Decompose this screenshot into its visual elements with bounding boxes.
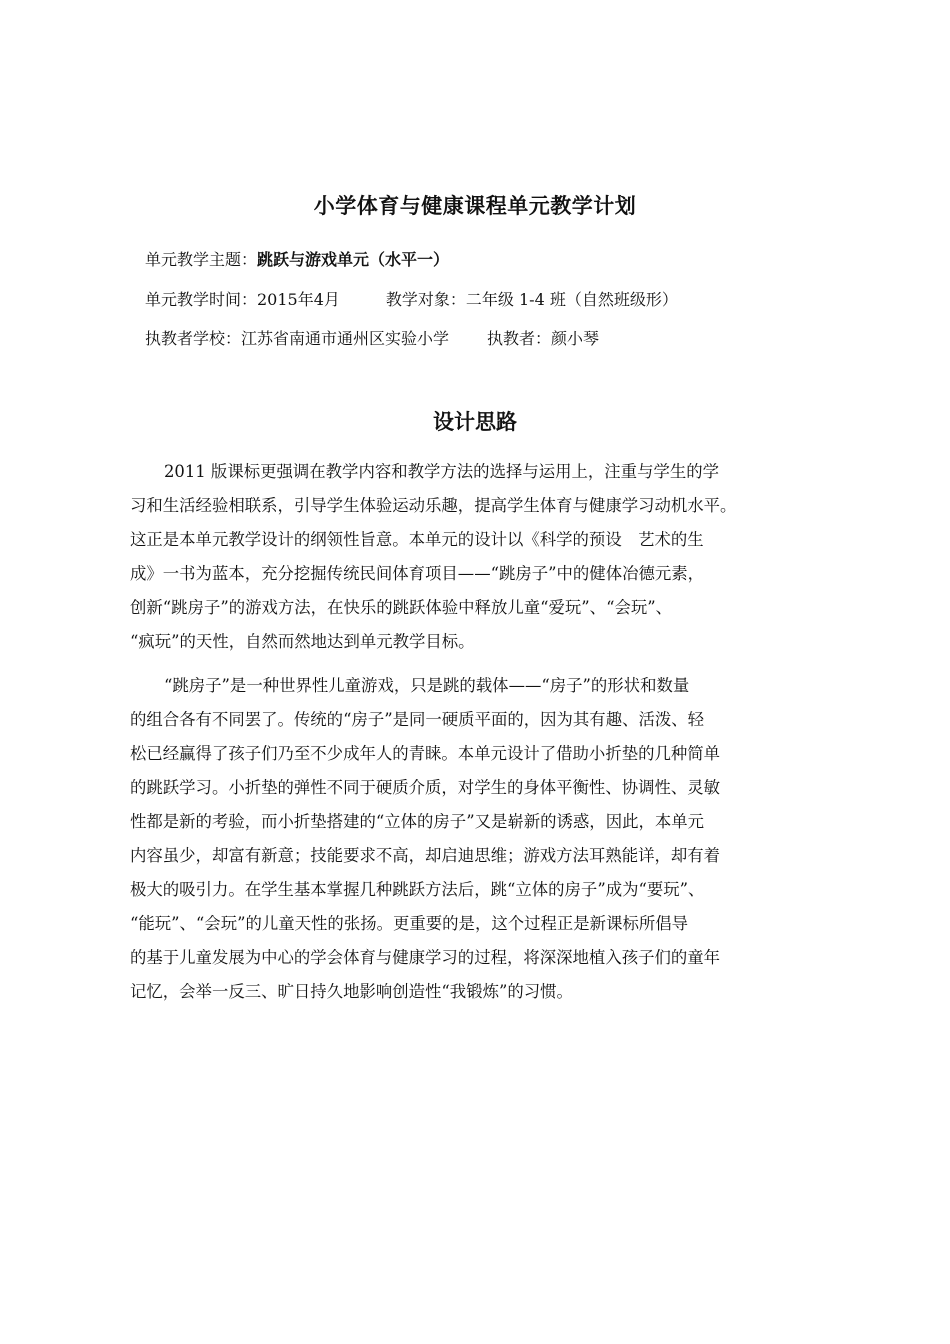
- paragraph-line: 的跳跃学习。小折垫的弹性不同于硬质介质，对学生的身体平衡性、协调性、灵敏: [130, 778, 721, 797]
- teacher-label: 执教者：颜小琴: [487, 329, 600, 348]
- paragraph-line: 性都是新的考验，而小折垫搭建的“立体的房子”又是崭新的诱惑，因此，本单元: [130, 812, 705, 831]
- meta-theme-row: [145, 250, 449, 270]
- paragraph-line: 的基于儿童发展为中心的学会体育与健康学习的过程，将深深地植入孩子们的童年: [130, 948, 721, 967]
- paragraph-1: [130, 455, 835, 659]
- meta-school-row: [145, 329, 599, 349]
- paragraph-line: 这正是本单元教学设计的纲领性旨意。本单元的设计以《科学的预设 艺术的生: [130, 530, 704, 549]
- section-title: 设计思路: [433, 410, 517, 434]
- paragraph-line: 内容虽少，却富有新意；技能要求不高，却启迪思维；游戏方法耳熟能详，却有着: [130, 846, 721, 865]
- paragraph-line: 成》一书为蓝本，充分挖掘传统民间体育项目——“跳房子”中的健体冶德元素，: [130, 564, 705, 583]
- meta-time-row: [145, 290, 678, 310]
- paragraph-line: 记忆，会举一反三、旷日持久地影响创造性“我锻炼”的习惯。: [130, 982, 573, 1001]
- paragraph-line: “能玩”、“会玩”的儿童天性的张扬。更重要的是，这个过程正是新课标所倡导: [130, 914, 689, 933]
- paragraph-line: 松已经赢得了孩子们乃至不少成年人的青睐。本单元设计了借助小折垫的几种简单: [130, 744, 721, 763]
- paragraph-line: 极大的吸引力。在学生基本掌握几种跳跃方法后，跳“立体的房子”成为“要玩”、: [130, 880, 705, 899]
- paragraph-line: “疯玩”的天性，自然而然地达到单元教学目标。: [130, 632, 475, 651]
- paragraph-line: 的组合各有不同罢了。传统的“房子”是同一硬质平面的，因为其有趣、活泼、轻: [130, 710, 705, 729]
- time-label: 单元教学时间：2015年4月: [145, 290, 340, 309]
- target-label: 教学对象：二年级 1-4 班（自然班级形）: [385, 290, 678, 309]
- document-title: 小学体育与健康课程单元教学计划: [313, 194, 637, 218]
- paragraph-line: 习和生活经验相联系，引导学生体验运动乐趣，提高学生体育与健康学习动机水平。: [130, 496, 737, 515]
- theme-label: 单元教学主题：: [145, 250, 258, 269]
- paragraph-line: 创新“跳房子”的游戏方法，在快乐的跳跃体验中释放儿童“爱玩”、“会玩”、: [130, 598, 672, 617]
- school-label: 执教者学校：江苏省南通市通州区实验小学: [145, 329, 450, 348]
- paragraph-line: “跳房子”是一种世界性儿童游戏，只是跳的载体——“房子”的形状和数量: [164, 676, 690, 695]
- paragraph-line: 2011 版课标更强调在教学内容和教学方法的选择与运用上，注重与学生的学: [164, 462, 720, 481]
- paragraph-2: [130, 669, 835, 1009]
- theme-value: 跳跃与游戏单元（水平一）: [257, 250, 450, 269]
